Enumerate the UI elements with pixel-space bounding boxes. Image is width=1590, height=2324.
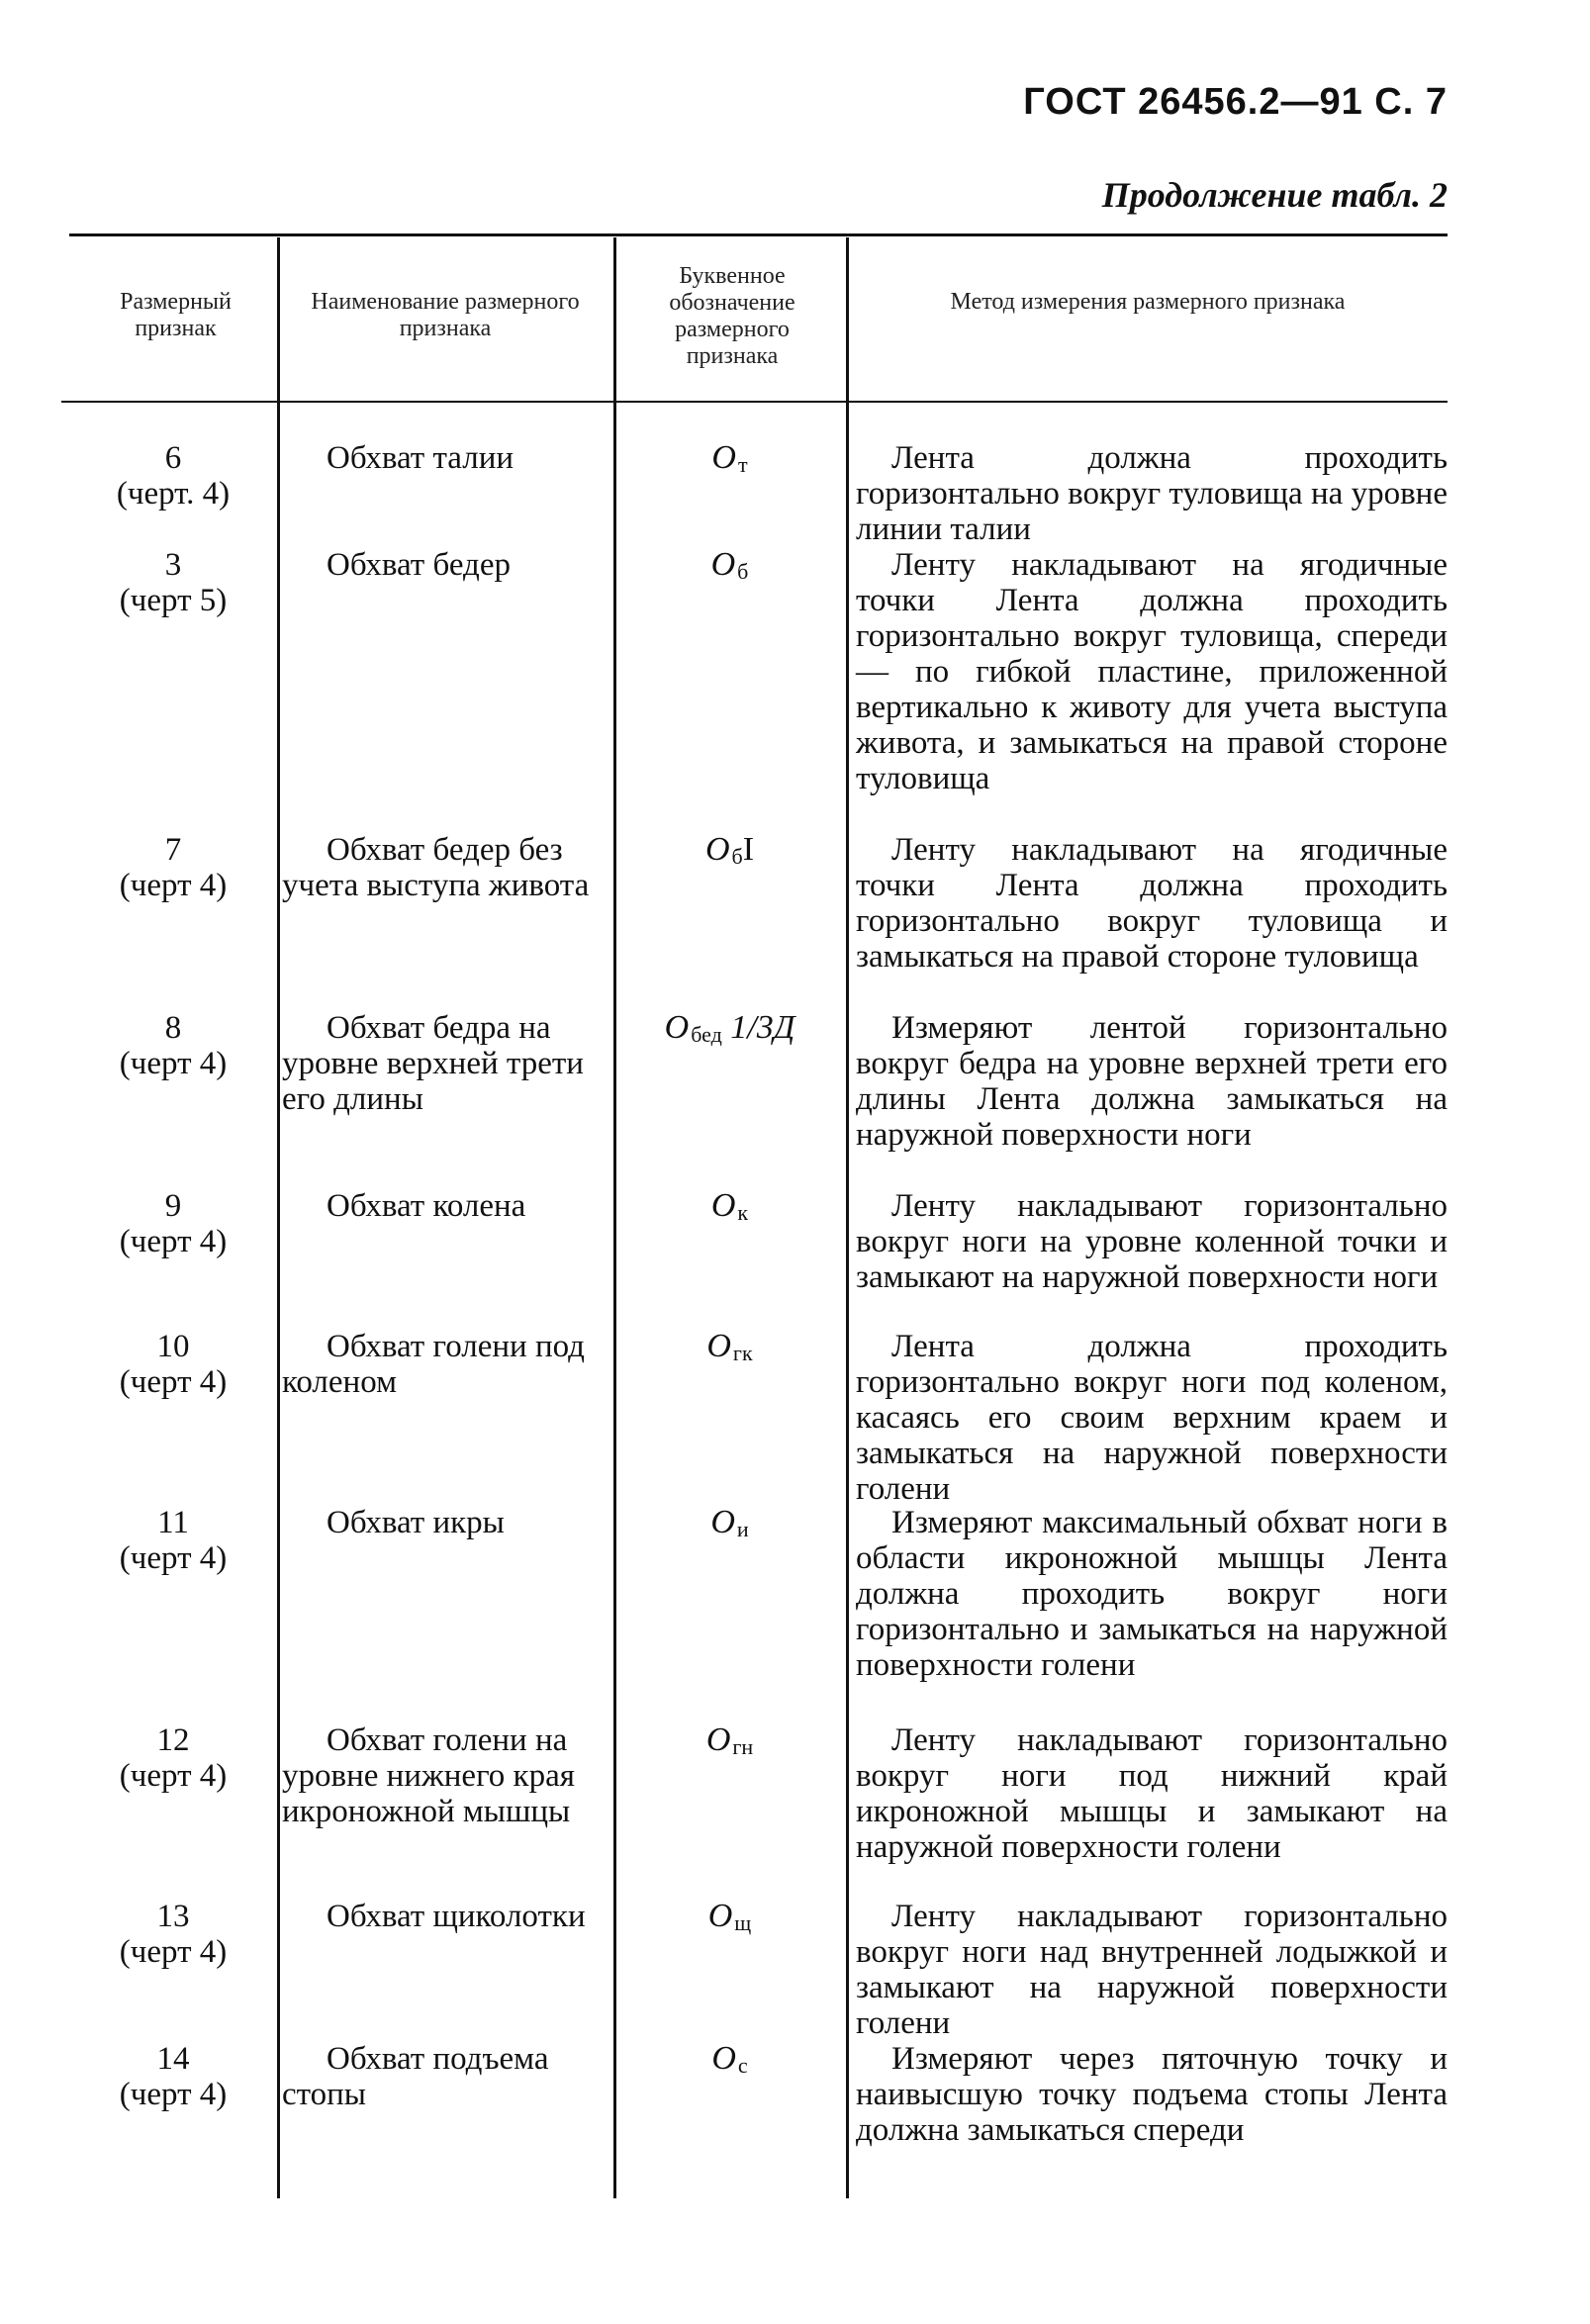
symbol-cell bbox=[618, 1010, 841, 1053]
method-cell bbox=[856, 1899, 1448, 2041]
feature-cell bbox=[69, 1188, 277, 1259]
drawing-reference: (черт. 4) bbox=[116, 476, 231, 511]
symbol-letter: О bbox=[710, 1504, 735, 1540]
symbol-letter: О bbox=[704, 831, 730, 868]
method-text: Измеряют максимальный обхват ноги в области икроножной мышцы Лента должна проходить вокруг ноги горизонтально и замыкаться на наружной поверхности голени bbox=[856, 1505, 1448, 1683]
feature-number: 12 bbox=[156, 1722, 190, 1758]
table-header-rule bbox=[61, 401, 1448, 403]
symbol-subscript: б bbox=[731, 844, 743, 869]
symbol-subscript: щ bbox=[734, 1910, 752, 1935]
symbol-subscript: к bbox=[737, 1200, 749, 1225]
symbol-suffix: I bbox=[742, 831, 755, 868]
drawing-reference: (черт 5) bbox=[119, 583, 228, 618]
feature-name: Обхват талии bbox=[327, 440, 514, 476]
symbol-letter: О bbox=[710, 1187, 736, 1224]
drawing-reference: (черт 4) bbox=[119, 1758, 228, 1794]
symbol-subscript: гк bbox=[732, 1341, 753, 1365]
method-text: Измеряют лентой горизонтально вокруг бедра на уровне верхней трети его длины Лента должна замыкаться на наружной поверхности ноги bbox=[856, 1010, 1448, 1153]
feature-number: 14 bbox=[156, 2041, 190, 2077]
name-cell bbox=[282, 1505, 610, 1540]
table-top-rule bbox=[69, 233, 1448, 236]
feature-cell bbox=[69, 440, 277, 511]
symbol-subscript: с bbox=[737, 2053, 748, 2078]
column-divider-3 bbox=[846, 237, 849, 2198]
name-cell bbox=[282, 1899, 610, 1934]
feature-name: Обхват бедра на уровне верхней трети его длины bbox=[282, 1010, 584, 1117]
method-cell bbox=[856, 1505, 1448, 1683]
column-header-feature-text: Размерный признак bbox=[120, 289, 232, 341]
document-code: ГОСТ 26456.2—91 С. 7 bbox=[1023, 81, 1448, 123]
symbol-cell bbox=[618, 832, 841, 875]
drawing-reference: (черт 4) bbox=[119, 1224, 228, 1259]
name-cell bbox=[282, 440, 610, 476]
feature-cell bbox=[69, 832, 277, 903]
feature-name: Обхват голени под коленом bbox=[282, 1329, 585, 1400]
symbol-cell bbox=[618, 1329, 841, 1371]
symbol-cell bbox=[618, 1722, 841, 1765]
feature-name: Обхват колена bbox=[327, 1188, 526, 1224]
feature-number: 3 bbox=[164, 547, 182, 583]
column-header-name-text: Наименование размерного признака bbox=[311, 289, 580, 341]
feature-name: Обхват щиколотки bbox=[327, 1899, 586, 1934]
feature-number: 9 bbox=[164, 1188, 182, 1224]
drawing-reference: (черт 4) bbox=[119, 1540, 228, 1576]
name-cell bbox=[282, 547, 610, 583]
name-cell bbox=[282, 1329, 610, 1400]
symbol-cell bbox=[618, 2041, 841, 2084]
method-cell bbox=[856, 2041, 1448, 2148]
method-text: Измеряют через пяточную точку и наивысшую точку подъема стопы Лента должна замыкаться спереди bbox=[856, 2041, 1448, 2148]
symbol-cell bbox=[618, 1899, 841, 1941]
name-cell bbox=[282, 1188, 610, 1224]
symbol-subscript: т bbox=[737, 452, 748, 477]
symbol-letter: О bbox=[710, 546, 736, 583]
feature-cell bbox=[69, 547, 277, 618]
symbol-suffix: 1/3Д bbox=[730, 1009, 795, 1046]
symbol-letter: О bbox=[705, 1721, 731, 1758]
symbol-subscript: б bbox=[737, 559, 749, 584]
feature-name: Обхват бедер bbox=[327, 547, 511, 583]
column-header-symbol bbox=[643, 263, 821, 370]
feature-name: Обхват бедер без учета выступа живота bbox=[282, 832, 590, 903]
name-cell bbox=[282, 832, 610, 903]
column-header-method bbox=[930, 289, 1365, 316]
method-cell bbox=[856, 1329, 1448, 1507]
symbol-letter: О bbox=[664, 1009, 690, 1046]
feature-cell bbox=[69, 1329, 277, 1400]
method-text: Ленту накладывают горизонтально вокруг ноги над внутренней лодыжкой и замыкают на наружной поверхности голени bbox=[856, 1899, 1448, 2041]
feature-number: 6 bbox=[164, 440, 182, 476]
drawing-reference: (черт 4) bbox=[119, 1364, 228, 1400]
drawing-reference: (черт 4) bbox=[119, 1934, 228, 1970]
method-cell bbox=[856, 1722, 1448, 1865]
symbol-letter: О bbox=[711, 2040, 736, 2077]
method-text: Ленту накладывают на ягодичные точки Лента должна проходить горизонтально вокруг туловища и замыкаться на правой стороне туловища bbox=[856, 832, 1448, 975]
method-cell bbox=[856, 547, 1448, 796]
name-cell bbox=[282, 1010, 610, 1117]
symbol-subscript: и bbox=[736, 1517, 749, 1541]
method-cell bbox=[856, 440, 1448, 547]
symbol-subscript: бед bbox=[691, 1022, 722, 1047]
symbol-cell bbox=[618, 1188, 841, 1231]
method-text: Лента должна проходить горизонтально вокруг ноги под коленом, касаясь его своим верхним краем и замыкаться на наружной поверхности голени bbox=[856, 1329, 1448, 1507]
feature-number: 11 bbox=[157, 1505, 189, 1540]
feature-cell bbox=[69, 1505, 277, 1576]
feature-number: 8 bbox=[164, 1010, 182, 1046]
method-text: Лента должна проходить горизонтально вокруг туловища на уровне линии талии bbox=[856, 440, 1448, 547]
feature-cell bbox=[69, 1010, 277, 1081]
symbol-cell bbox=[618, 440, 841, 483]
method-cell bbox=[856, 1010, 1448, 1153]
symbol-letter: О bbox=[707, 1898, 733, 1934]
name-cell bbox=[282, 1722, 610, 1829]
column-header-symbol-text: Буквенное обозначение размерного признака bbox=[669, 263, 795, 369]
method-text: Ленту накладывают на ягодичные точки Лента должна проходить горизонтально вокруг туловища, спереди — по гибкой пластине, приложенной вертикально к животу для учета выступа живота, и замыкаться на правой стороне туловища bbox=[856, 547, 1448, 796]
name-cell bbox=[282, 2041, 610, 2112]
column-divider-2 bbox=[613, 237, 616, 2198]
feature-cell bbox=[69, 1722, 277, 1794]
symbol-subscript: гн bbox=[732, 1734, 754, 1759]
symbol-cell bbox=[618, 547, 841, 590]
method-text: Ленту накладывают горизонтально вокруг ноги под нижний край икроножной мышцы и замыкают на наружной поверхности голени bbox=[856, 1722, 1448, 1865]
table-continuation-label: Продолжение табл. 2 bbox=[1101, 175, 1448, 215]
method-cell bbox=[856, 1188, 1448, 1295]
drawing-reference: (черт 4) bbox=[119, 1046, 228, 1081]
column-header-method-text: Метод измерения размерного признака bbox=[950, 289, 1346, 315]
drawing-reference: (черт 4) bbox=[119, 868, 228, 903]
feature-number: 13 bbox=[156, 1899, 190, 1934]
feature-name: Обхват голени на уровне нижнего края икроножной мышцы bbox=[282, 1722, 575, 1829]
method-text: Ленту накладывают горизонтально вокруг ноги на уровне коленной точки и замыкают на наружной поверхности ноги bbox=[856, 1188, 1448, 1295]
feature-number: 10 bbox=[156, 1329, 190, 1364]
feature-name: Обхват подъема стопы bbox=[282, 2041, 549, 2112]
column-header-feature bbox=[94, 289, 257, 342]
symbol-letter: О bbox=[711, 439, 736, 476]
column-header-name bbox=[287, 289, 604, 342]
method-cell bbox=[856, 832, 1448, 975]
column-divider-1 bbox=[277, 237, 280, 2198]
feature-cell bbox=[69, 2041, 277, 2112]
feature-name: Обхват икры bbox=[327, 1505, 505, 1540]
symbol-cell bbox=[618, 1505, 841, 1547]
feature-number: 7 bbox=[164, 832, 182, 868]
symbol-letter: О bbox=[706, 1328, 731, 1364]
feature-cell bbox=[69, 1899, 277, 1970]
drawing-reference: (черт 4) bbox=[119, 2077, 228, 2112]
